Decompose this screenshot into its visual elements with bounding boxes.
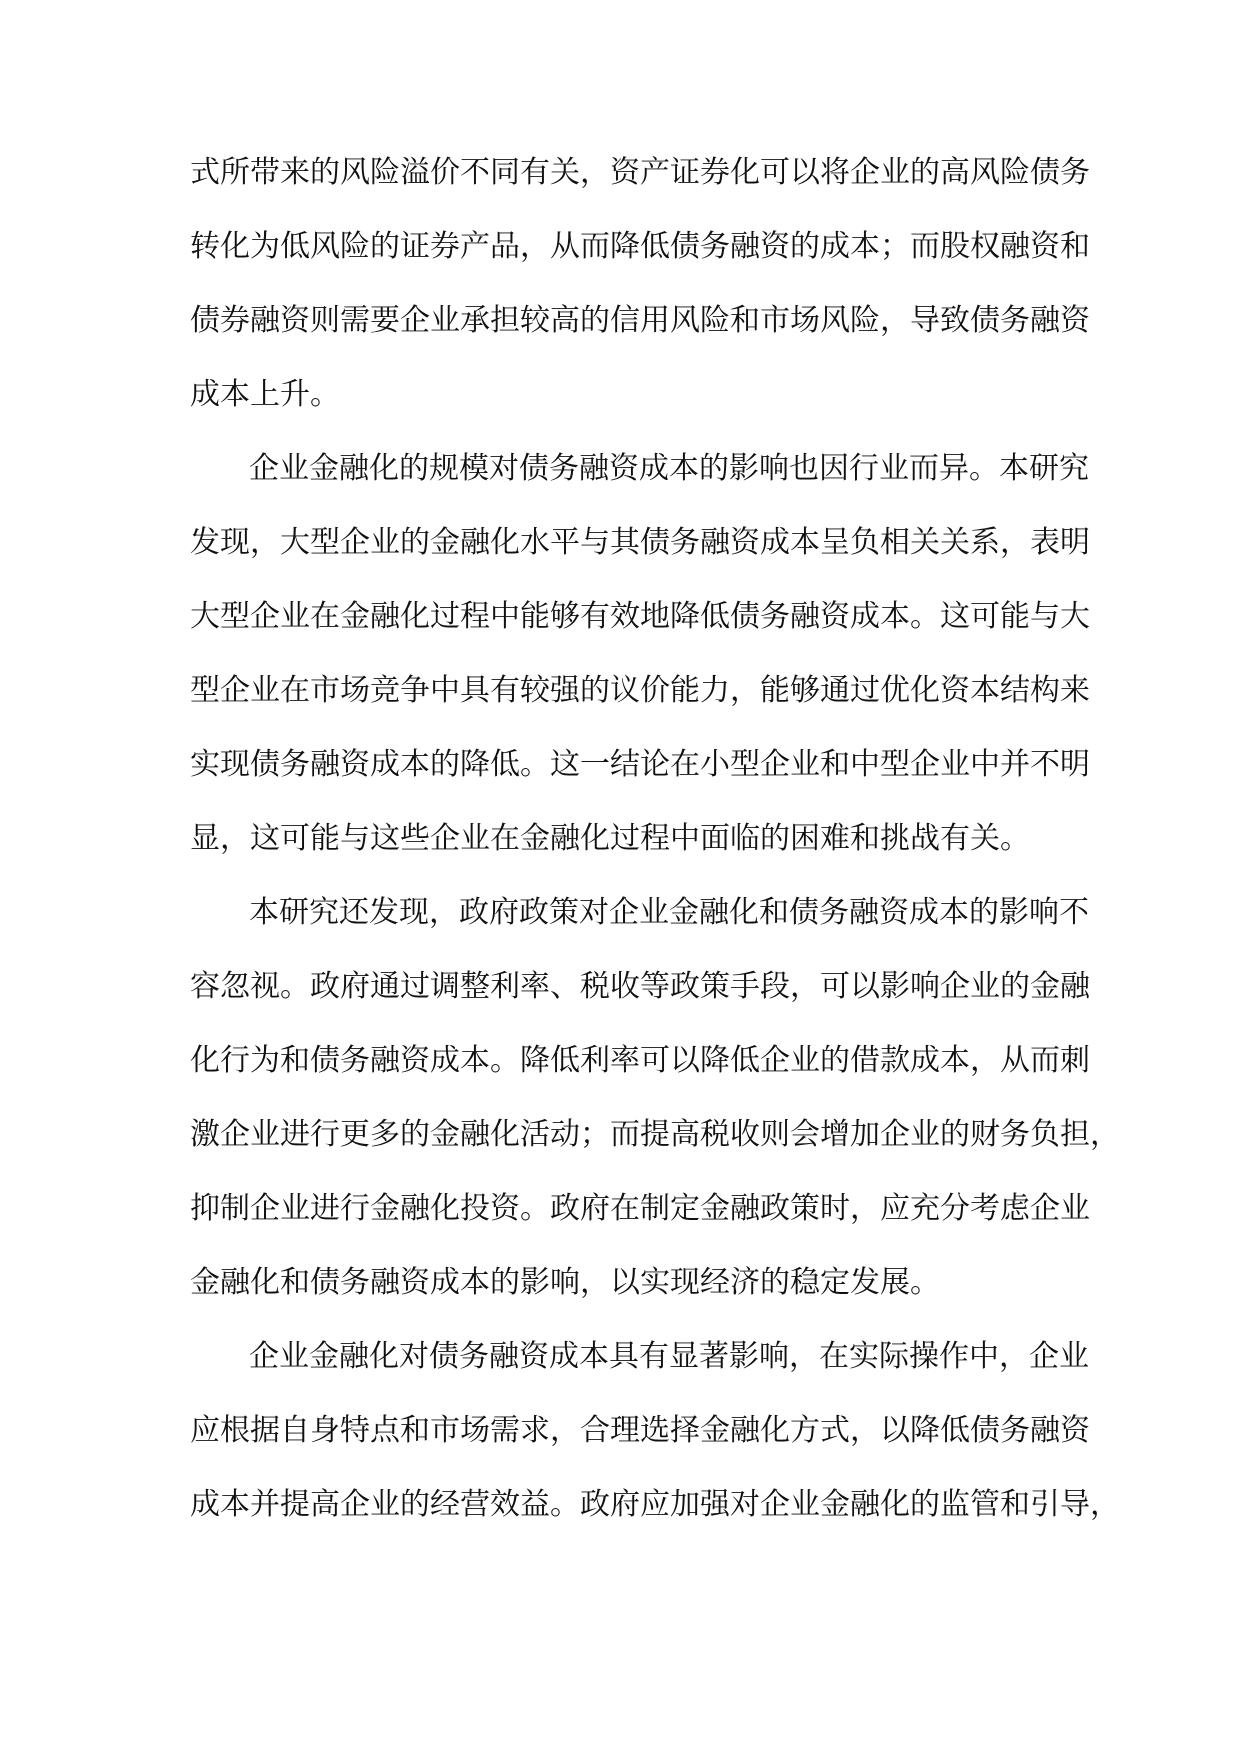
paragraph-line: 容忽视。政府通过调整利率、税收等政策手段，可以影响企业的金融 [190, 969, 1090, 1004]
paragraph-line: 实现债务融资成本的降低。这一结论在小型企业和中型企业中并不明 [190, 747, 1090, 782]
paragraph-line: 抑制企业进行金融化投资。政府在制定金融政策时，应充分考虑企业 [190, 1191, 1090, 1226]
paragraph-line: 企业金融化的规模对债务融资成本的影响也因行业而异。本研究 [249, 451, 1089, 486]
paragraph-line: 发现，大型企业的金融化水平与其债务融资成本呈负相关关系，表明 [190, 525, 1090, 560]
paragraph-line: 企业金融化对债务融资成本具有显著影响，在实际操作中，企业 [249, 1339, 1089, 1374]
paragraph-line: 应根据自身特点和市场需求，合理选择金融化方式，以降低债务融资 [190, 1413, 1090, 1448]
paragraph-line: 式所带来的风险溢价不同有关，资产证券化可以将企业的高风险债务 [190, 155, 1090, 190]
paragraph-line: 转化为低风险的证券产品，从而降低债务融资的成本；而股权融资和 [190, 229, 1090, 264]
paragraph-line: 化行为和债务融资成本。降低利率可以降低企业的借款成本，从而刺 [190, 1043, 1090, 1078]
paragraph-line: 型企业在市场竞争中具有较强的议价能力，能够通过优化资本结构来 [190, 673, 1090, 708]
paragraph-line: 成本上升。 [190, 377, 340, 412]
paragraph-line: 显，这可能与这些企业在金融化过程中面临的困难和挑战有关。 [190, 821, 1030, 856]
paragraph-line: 本研究还发现，政府政策对企业金融化和债务融资成本的影响不 [249, 895, 1089, 930]
paragraph-line: 大型企业在金融化过程中能够有效地降低债务融资成本。这可能与大 [190, 599, 1090, 634]
paragraph-line: 激企业进行更多的金融化活动；而提高税收则会增加企业的财务负担， [190, 1117, 1120, 1152]
paragraph-line: 金融化和债务融资成本的影响，以实现经济的稳定发展。 [190, 1265, 940, 1300]
paragraph-line: 债券融资则需要企业承担较高的信用风险和市场风险，导致债务融资 [190, 303, 1090, 338]
paragraph-line: 成本并提高企业的经营效益。政府应加强对企业金融化的监管和引导， [190, 1487, 1120, 1522]
